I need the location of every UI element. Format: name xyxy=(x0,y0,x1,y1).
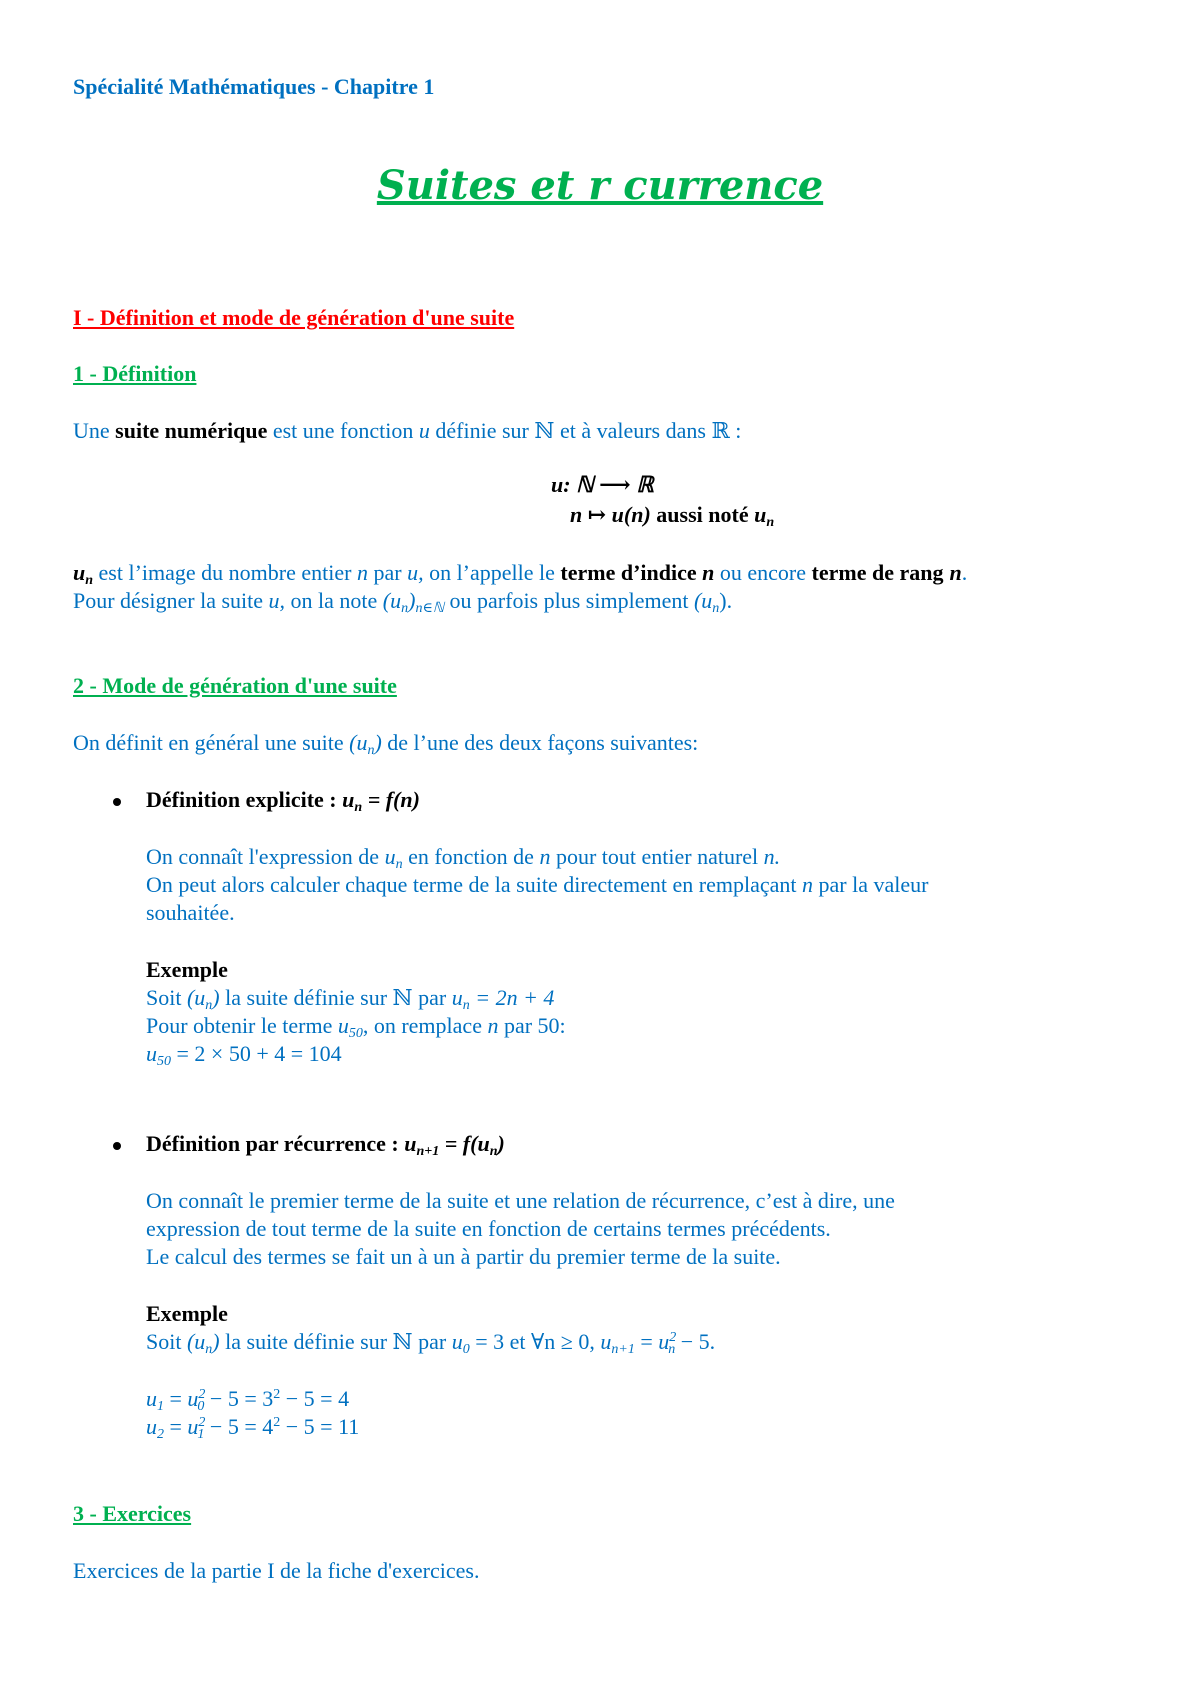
math-sub: n xyxy=(668,1342,676,1357)
math-sub: 0 xyxy=(197,1399,205,1414)
term-rang: terme de rang xyxy=(811,560,944,585)
bullet-icon xyxy=(113,798,121,806)
text: aussi noté xyxy=(656,502,749,527)
math-sup: 2 xyxy=(669,1330,677,1345)
bullet-icon xyxy=(113,1142,121,1150)
math-sub: 1 xyxy=(157,1399,164,1414)
recurrence-u1-line xyxy=(146,1385,349,1413)
math-var: u xyxy=(451,1329,463,1354)
math-paren: ) xyxy=(374,730,382,755)
term-indice: terme d’indice xyxy=(560,560,697,585)
math-expr: = 2n + 4 xyxy=(475,985,555,1010)
recurrence-definition-label xyxy=(146,1130,505,1158)
subsection-heading-definition: 1 - Définition xyxy=(73,361,197,386)
math-var: n xyxy=(802,872,814,897)
text: . xyxy=(961,560,968,585)
math-seq: (u xyxy=(382,588,402,613)
recurrence-line1: On connaît le premier terme de la suite et une relation de récurrence, c’est à dire, une xyxy=(146,1188,895,1213)
math-paren: ) xyxy=(497,1131,505,1156)
math-sub: n+1 xyxy=(611,1342,635,1357)
math-var: n xyxy=(487,1013,499,1038)
math-expr: − 5 = 4 xyxy=(209,1414,274,1439)
text: est l’image du nombre entier xyxy=(98,560,352,585)
text: par la valeur xyxy=(818,872,929,897)
label: Définition explicite : xyxy=(146,787,337,812)
math-expr: n ↦ u(n) xyxy=(570,502,651,527)
math-sub: 1 xyxy=(197,1427,205,1442)
math-var: u xyxy=(146,1414,157,1439)
recurrence-u2-line xyxy=(146,1413,359,1441)
math-sub: n xyxy=(766,515,775,530)
text: de l’une des deux façons suivantes: xyxy=(387,730,699,755)
math-var: u xyxy=(418,418,430,443)
math-var: u, xyxy=(407,560,424,585)
math-expr: − 5 = 11 xyxy=(285,1414,360,1439)
explicit-line2 xyxy=(146,871,928,899)
math-sub: 50 xyxy=(348,1026,363,1041)
math-var: n xyxy=(356,560,368,585)
text: Soit xyxy=(146,985,182,1010)
explicit-example-line2 xyxy=(146,1012,566,1040)
math-var: u xyxy=(404,1131,417,1156)
exercises-paragraph: Exercices de la partie I de la fiche d'exercices. xyxy=(73,1558,480,1583)
definition-paragraph xyxy=(73,417,741,445)
math-var: u xyxy=(342,787,355,812)
explicit-example-line1 xyxy=(146,984,554,1012)
recurrence-line2: expression de tout terme de la suite en fonction de certains termes précédents. xyxy=(146,1216,831,1241)
math-var: u xyxy=(384,844,396,869)
math-paren: ) xyxy=(212,985,220,1010)
example-label: Exemple xyxy=(146,1301,228,1326)
math-expr: = f(u xyxy=(444,1131,490,1156)
math-sub: n xyxy=(401,601,409,616)
math-sub: n xyxy=(85,573,94,588)
subsection-heading-exercices: 3 - Exercices xyxy=(73,1501,192,1526)
math-sup: 2 xyxy=(273,1387,281,1402)
text: Pour désigner la suite xyxy=(73,588,264,613)
math-expr: = f(n) xyxy=(367,787,420,812)
generation-intro xyxy=(73,729,698,757)
explicit-example-line3 xyxy=(146,1040,342,1068)
formula-mapping-line2 xyxy=(570,501,774,529)
math-sub: n+1 xyxy=(416,1144,440,1159)
math-var: n xyxy=(949,560,962,585)
page-title: Suites et r currence xyxy=(376,162,824,209)
section-heading-1: I - Définition et mode de génération d'une suite xyxy=(73,305,515,330)
explicit-definition-label xyxy=(146,786,420,814)
text: la suite définie sur ℕ par xyxy=(225,1329,447,1354)
math-seq: (u xyxy=(186,1329,206,1354)
text: est une fonction xyxy=(272,418,414,443)
text: ou parfois plus simplement xyxy=(449,588,689,613)
math-sub: n∈ℕ xyxy=(415,601,445,616)
math-var: n. xyxy=(763,844,781,869)
math-expr: − 5 = 3 xyxy=(209,1386,274,1411)
text: On définit en général une suite xyxy=(73,730,344,755)
math-sub: n xyxy=(205,998,213,1013)
math-seq: (u xyxy=(693,588,713,613)
math-sub: n xyxy=(367,743,375,758)
text: On connaît l'expression de xyxy=(146,844,380,869)
text: On peut alors calculer chaque terme de la suite directement en remplaçant xyxy=(146,872,797,897)
math-sup: 2 xyxy=(198,1415,206,1430)
math-expr: = 3 et ∀n ≥ 0, xyxy=(475,1329,595,1354)
text: on l’appelle le xyxy=(429,560,555,585)
math-var: u xyxy=(187,1414,199,1439)
text: , on remplace xyxy=(362,1013,482,1038)
text: Soit xyxy=(146,1329,182,1354)
subsection-heading-generation: 2 - Mode de génération d'une suite xyxy=(73,673,397,698)
math-var: u xyxy=(600,1329,612,1354)
recurrence-example-line1 xyxy=(146,1328,715,1356)
math-sub: 0 xyxy=(462,1342,470,1357)
explicit-line1 xyxy=(146,843,780,871)
example-label: Exemple xyxy=(146,957,228,982)
math-var: u xyxy=(754,502,767,527)
text: la suite définie sur ℕ par xyxy=(225,985,447,1010)
math-expr: = xyxy=(169,1414,182,1439)
math-paren: ). xyxy=(719,588,733,613)
math-expr: − 5 = 4 xyxy=(285,1386,350,1411)
notation-paragraph xyxy=(73,587,732,615)
math-sub: n xyxy=(205,1342,213,1357)
math-sup: 2 xyxy=(198,1387,206,1402)
math-paren: ) xyxy=(408,588,416,613)
text: Pour obtenir le terme xyxy=(146,1013,333,1038)
math-var: u xyxy=(451,985,463,1010)
math-sub: n xyxy=(395,857,403,872)
math-expr: = xyxy=(169,1386,182,1411)
math-sub: 2 xyxy=(157,1427,164,1442)
math-sub: n xyxy=(712,601,720,616)
math-seq: (u xyxy=(186,985,206,1010)
math-var: u, xyxy=(268,588,286,613)
text: pour tout entier naturel xyxy=(555,844,759,869)
math-sub: n xyxy=(462,998,470,1013)
text: par xyxy=(373,560,402,585)
math-paren: ) xyxy=(212,1329,220,1354)
math-var: n xyxy=(539,844,551,869)
math-sup: 2 xyxy=(273,1415,281,1430)
recurrence-line3: Le calcul des termes se fait un à un à partir du premier terme de la suite. xyxy=(146,1244,781,1269)
text: définie sur ℕ et à valeurs dans ℝ : xyxy=(435,418,742,443)
math-expr: = xyxy=(640,1329,653,1354)
math-var: n xyxy=(702,560,715,585)
text: en fonction de xyxy=(408,844,534,869)
explicit-line3: souhaitée. xyxy=(146,900,235,925)
text: par 50: xyxy=(503,1013,566,1038)
term-suite-numerique: suite numérique xyxy=(115,418,268,443)
math-var: u xyxy=(146,1041,157,1066)
text: on la note xyxy=(290,588,378,613)
image-paragraph xyxy=(73,559,967,587)
math-var: u xyxy=(658,1329,670,1354)
math-expr: − 5. xyxy=(680,1329,716,1354)
math-var: u xyxy=(337,1013,349,1038)
math-var: u xyxy=(73,560,86,585)
math-sub: 50 xyxy=(157,1054,171,1069)
label: Définition par récurrence : xyxy=(146,1131,399,1156)
text: Une xyxy=(73,418,110,443)
formula-mapping-line1: u: ℕ ⟶ ℝ xyxy=(551,472,654,497)
math-sub: n xyxy=(489,1144,498,1159)
math-var: u xyxy=(146,1386,157,1411)
math-expr: = 2 × 50 + 4 = 104 xyxy=(176,1041,342,1066)
math-var: u xyxy=(187,1386,199,1411)
math-sub: n xyxy=(354,800,363,815)
math-seq: (u xyxy=(349,730,368,755)
text: ou encore xyxy=(719,560,807,585)
page-header: Spécialité Mathématiques - Chapitre 1 xyxy=(73,74,435,99)
